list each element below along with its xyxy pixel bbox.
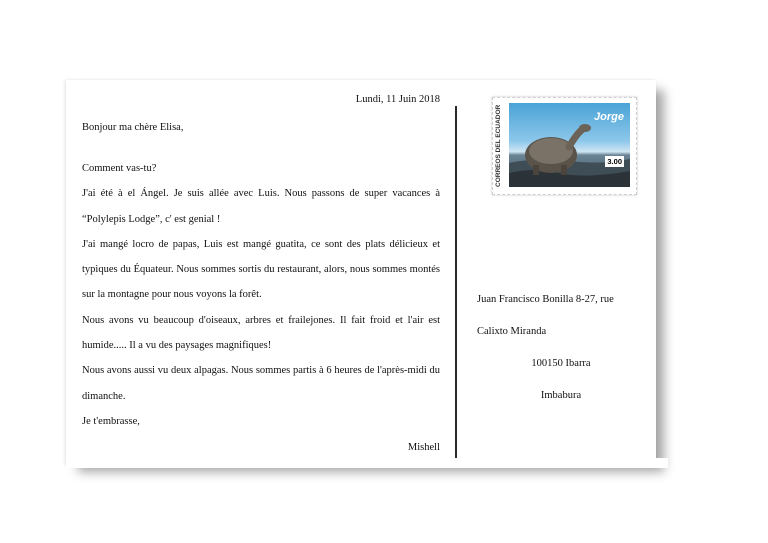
postage-stamp: [492, 97, 637, 195]
letter-paragraph: Nous avons aussi vu deux alpagas. Nous sommes partis à 6 heures de l'après-midi du dimanche.: [82, 365, 440, 402]
letter-date: Lundi, 11 Juin 2018: [355, 94, 440, 105]
letter-paragraph: Comment vas-tu?: [82, 163, 157, 174]
letter-paragraph: J'ai mangé locro de papas, Luis est mangé guatita, ce sont des plats délicieux et typiques du Équateur. Nous sommes sortis du restaurant, alors, nous sommes montés sur la montagne pour nous voyons la forêt.: [82, 238, 440, 301]
card-divider: [455, 106, 457, 466]
letter-closing: Je t'embrasse,: [82, 415, 140, 427]
stamp-value: 3.00: [607, 157, 622, 166]
address-province: Imbabura: [540, 390, 582, 401]
postcard: [66, 80, 656, 466]
stamp-country-text: CORREOS DEL ECUADOR: [495, 104, 502, 188]
stamp-logo-text: Jorge: [594, 111, 624, 123]
recipient-address: [477, 284, 645, 412]
address-street: Juan Francisco Bonilla 8-27, rue: [477, 294, 614, 305]
letter-signature: Mishell: [407, 442, 440, 454]
letter-paragraph: J'ai été à el Ángel. Je suis allée avec Luis. Nous passons de super vacances à “Polylepis Lodge”, c' est genial !: [82, 188, 440, 225]
address-street-2: Calixto Miranda: [477, 326, 547, 337]
address-city: 100150 Ibarra: [531, 358, 591, 369]
stamp-tortoise-picture: [509, 103, 630, 187]
letter-paragraph: Nous avons vu beaucoup d'oiseaux, arbres et frailejones. Il fait froid et l'air est humide..... Il a vu des paysages magnifiques!: [82, 314, 440, 352]
letter-text: [82, 92, 440, 458]
letter-greeting: Bonjour ma chère Elisa,: [82, 122, 184, 133]
